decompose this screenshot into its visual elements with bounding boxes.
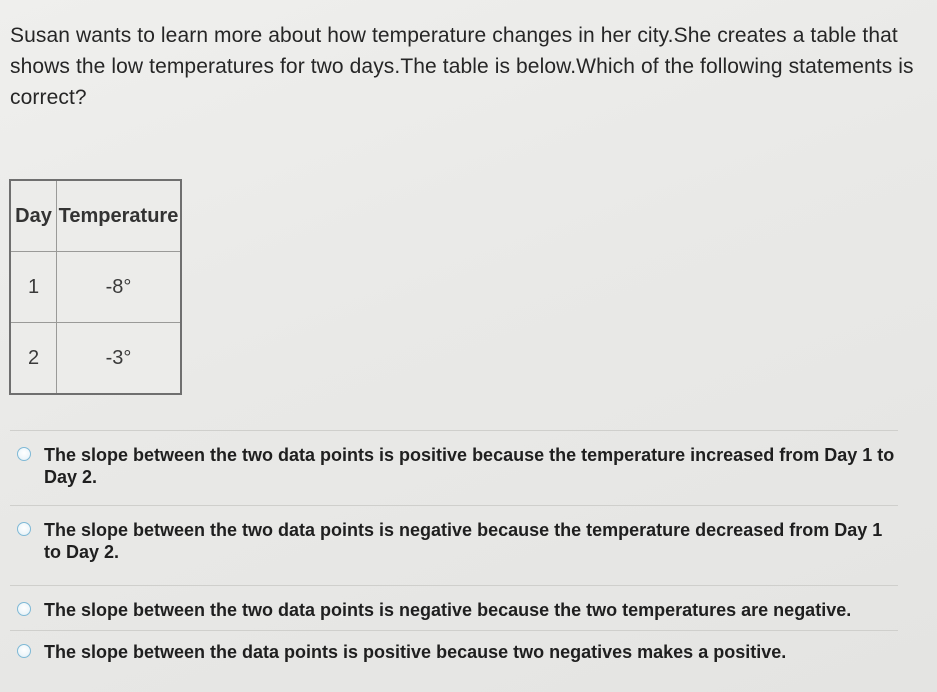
radio-button-icon[interactable] — [17, 602, 31, 616]
table-row — [10, 252, 181, 323]
answer-option-1[interactable] — [10, 430, 898, 505]
temperature-table — [9, 179, 182, 395]
table-header-row — [10, 180, 181, 252]
answer-option-4[interactable] — [10, 630, 898, 680]
answer-option-label: The slope between the two data points is negative because the temperature decreased from Day 1 to Day 2. — [44, 520, 883, 562]
answer-option-label: The slope between the two data points is negative because the two temperatures are negative. — [44, 600, 852, 620]
table-cell-day: 2 — [10, 323, 57, 395]
table-row — [10, 323, 181, 395]
answer-option-2[interactable] — [10, 505, 898, 585]
radio-button-icon[interactable] — [17, 522, 31, 536]
answer-option-label: The slope between the two data points is positive because the temperature increased from Day 1 to Day 2. — [44, 445, 895, 487]
table-cell-temperature: -8° — [57, 252, 182, 323]
table-cell-day: 1 — [10, 252, 57, 323]
answer-option-label: The slope between the data points is positive because two negatives makes a positive. — [44, 642, 787, 662]
column-header-day: Day — [10, 180, 57, 252]
answer-option-3[interactable] — [10, 585, 898, 630]
radio-button-icon[interactable] — [17, 447, 31, 461]
table-cell-temperature: -3° — [57, 323, 182, 395]
question-text: Susan wants to learn more about how temperature changes in her city.She creates a table that shows the low temperatures for two days.The table is below.Which of the following statements is correct? — [10, 24, 914, 109]
answer-options — [10, 430, 898, 680]
column-header-temperature: Temperature — [57, 180, 182, 252]
radio-button-icon[interactable] — [17, 644, 31, 658]
